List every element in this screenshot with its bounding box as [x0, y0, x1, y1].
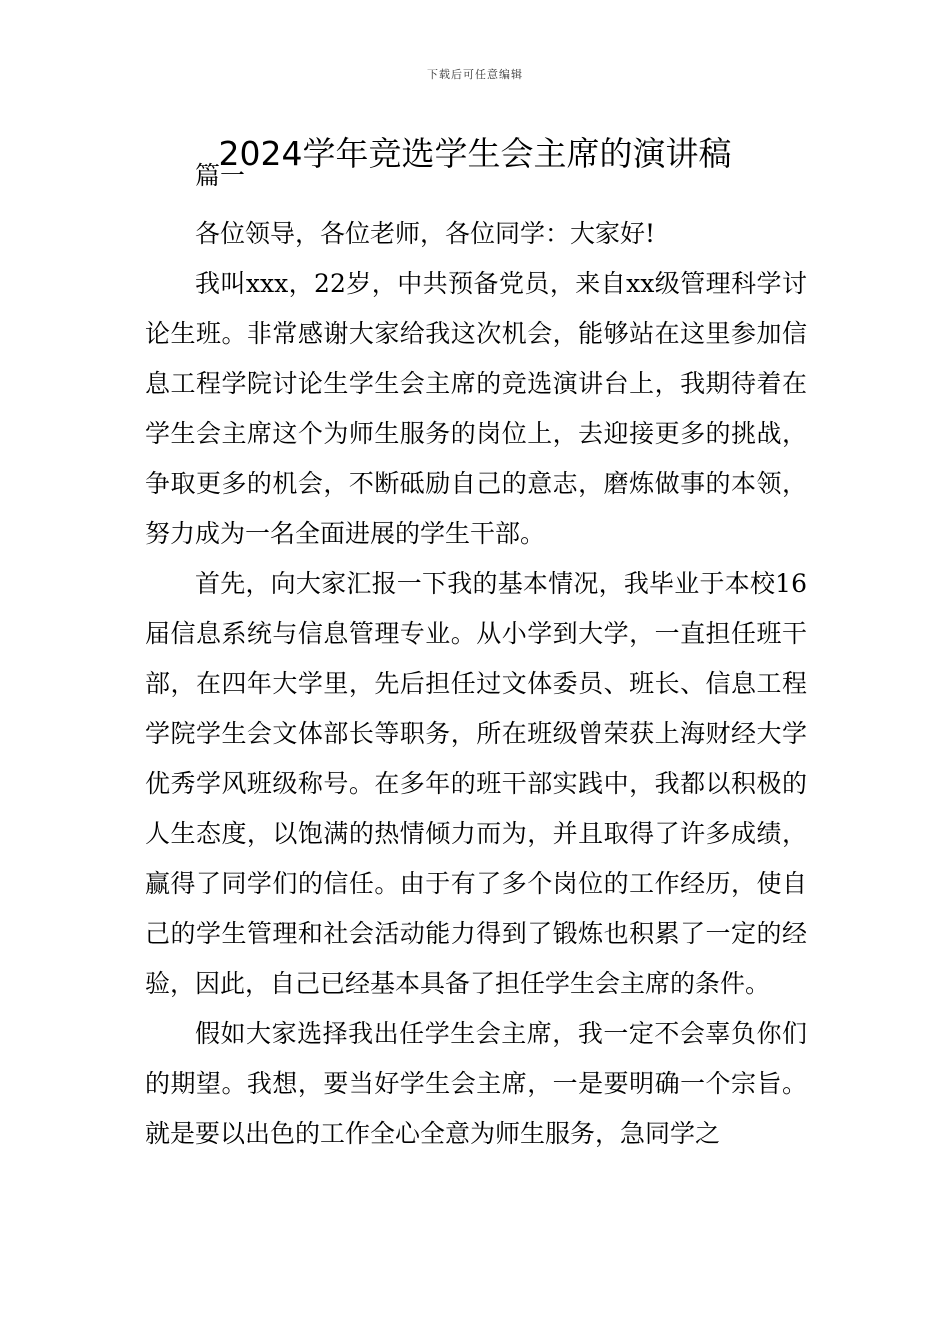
header-note: 下载后可任意编辑	[427, 68, 523, 81]
document-title: 2024学年竞选学生会主席的演讲稿	[218, 134, 732, 173]
paragraph-greeting: 各位领导，各位老师，各位同学：大家好!	[195, 219, 656, 248]
section-label: 篇一	[195, 161, 246, 190]
paragraph-intro: 我叫xxx，22岁，中共预备党员，来自xx级管理科学讨论生班。非常感谢大家给我这次机会，能够站在这里参加信息工程学院讨论生学生会主席的竞选演讲台上，我期待着在学生会主席这个为师生服务的岗位上，去迎接更多的挑战，争取更多的机会，不断砥励自己的意志，磨炼做事的本领，努力成为一名全面进展的学生干部。	[145, 269, 807, 548]
paragraph-background: 首先，向大家汇报一下我的基本情况，我毕业于本校16届信息系统与信息管理专业。从小学到大学，一直担任班干部，在四年大学里，先后担任过文体委员、班长、信息工程学院学生会文体部长等职务，所在班级曾荣获上海财经大学优秀学风班级称号。在多年的班干部实践中，我都以积极的人生态度，以饱满的热情倾力而为，并且取得了许多成绩，赢得了同学们的信任。由于有了多个岗位的工作经历，使自己的学生管理和社会活动能力得到了锻炼也积累了一定的经验，因此，自己已经基本具备了担任学生会主席的条件。	[145, 569, 807, 998]
paragraph-pledge: 假如大家选择我出任学生会主席，我一定不会辜负你们的期望。我想，要当好学生会主席，一是要明确一个宗旨。就是要以出色的工作全心全意为师生服务，急同学之	[145, 1019, 807, 1148]
document-body	[145, 151, 807, 1159]
